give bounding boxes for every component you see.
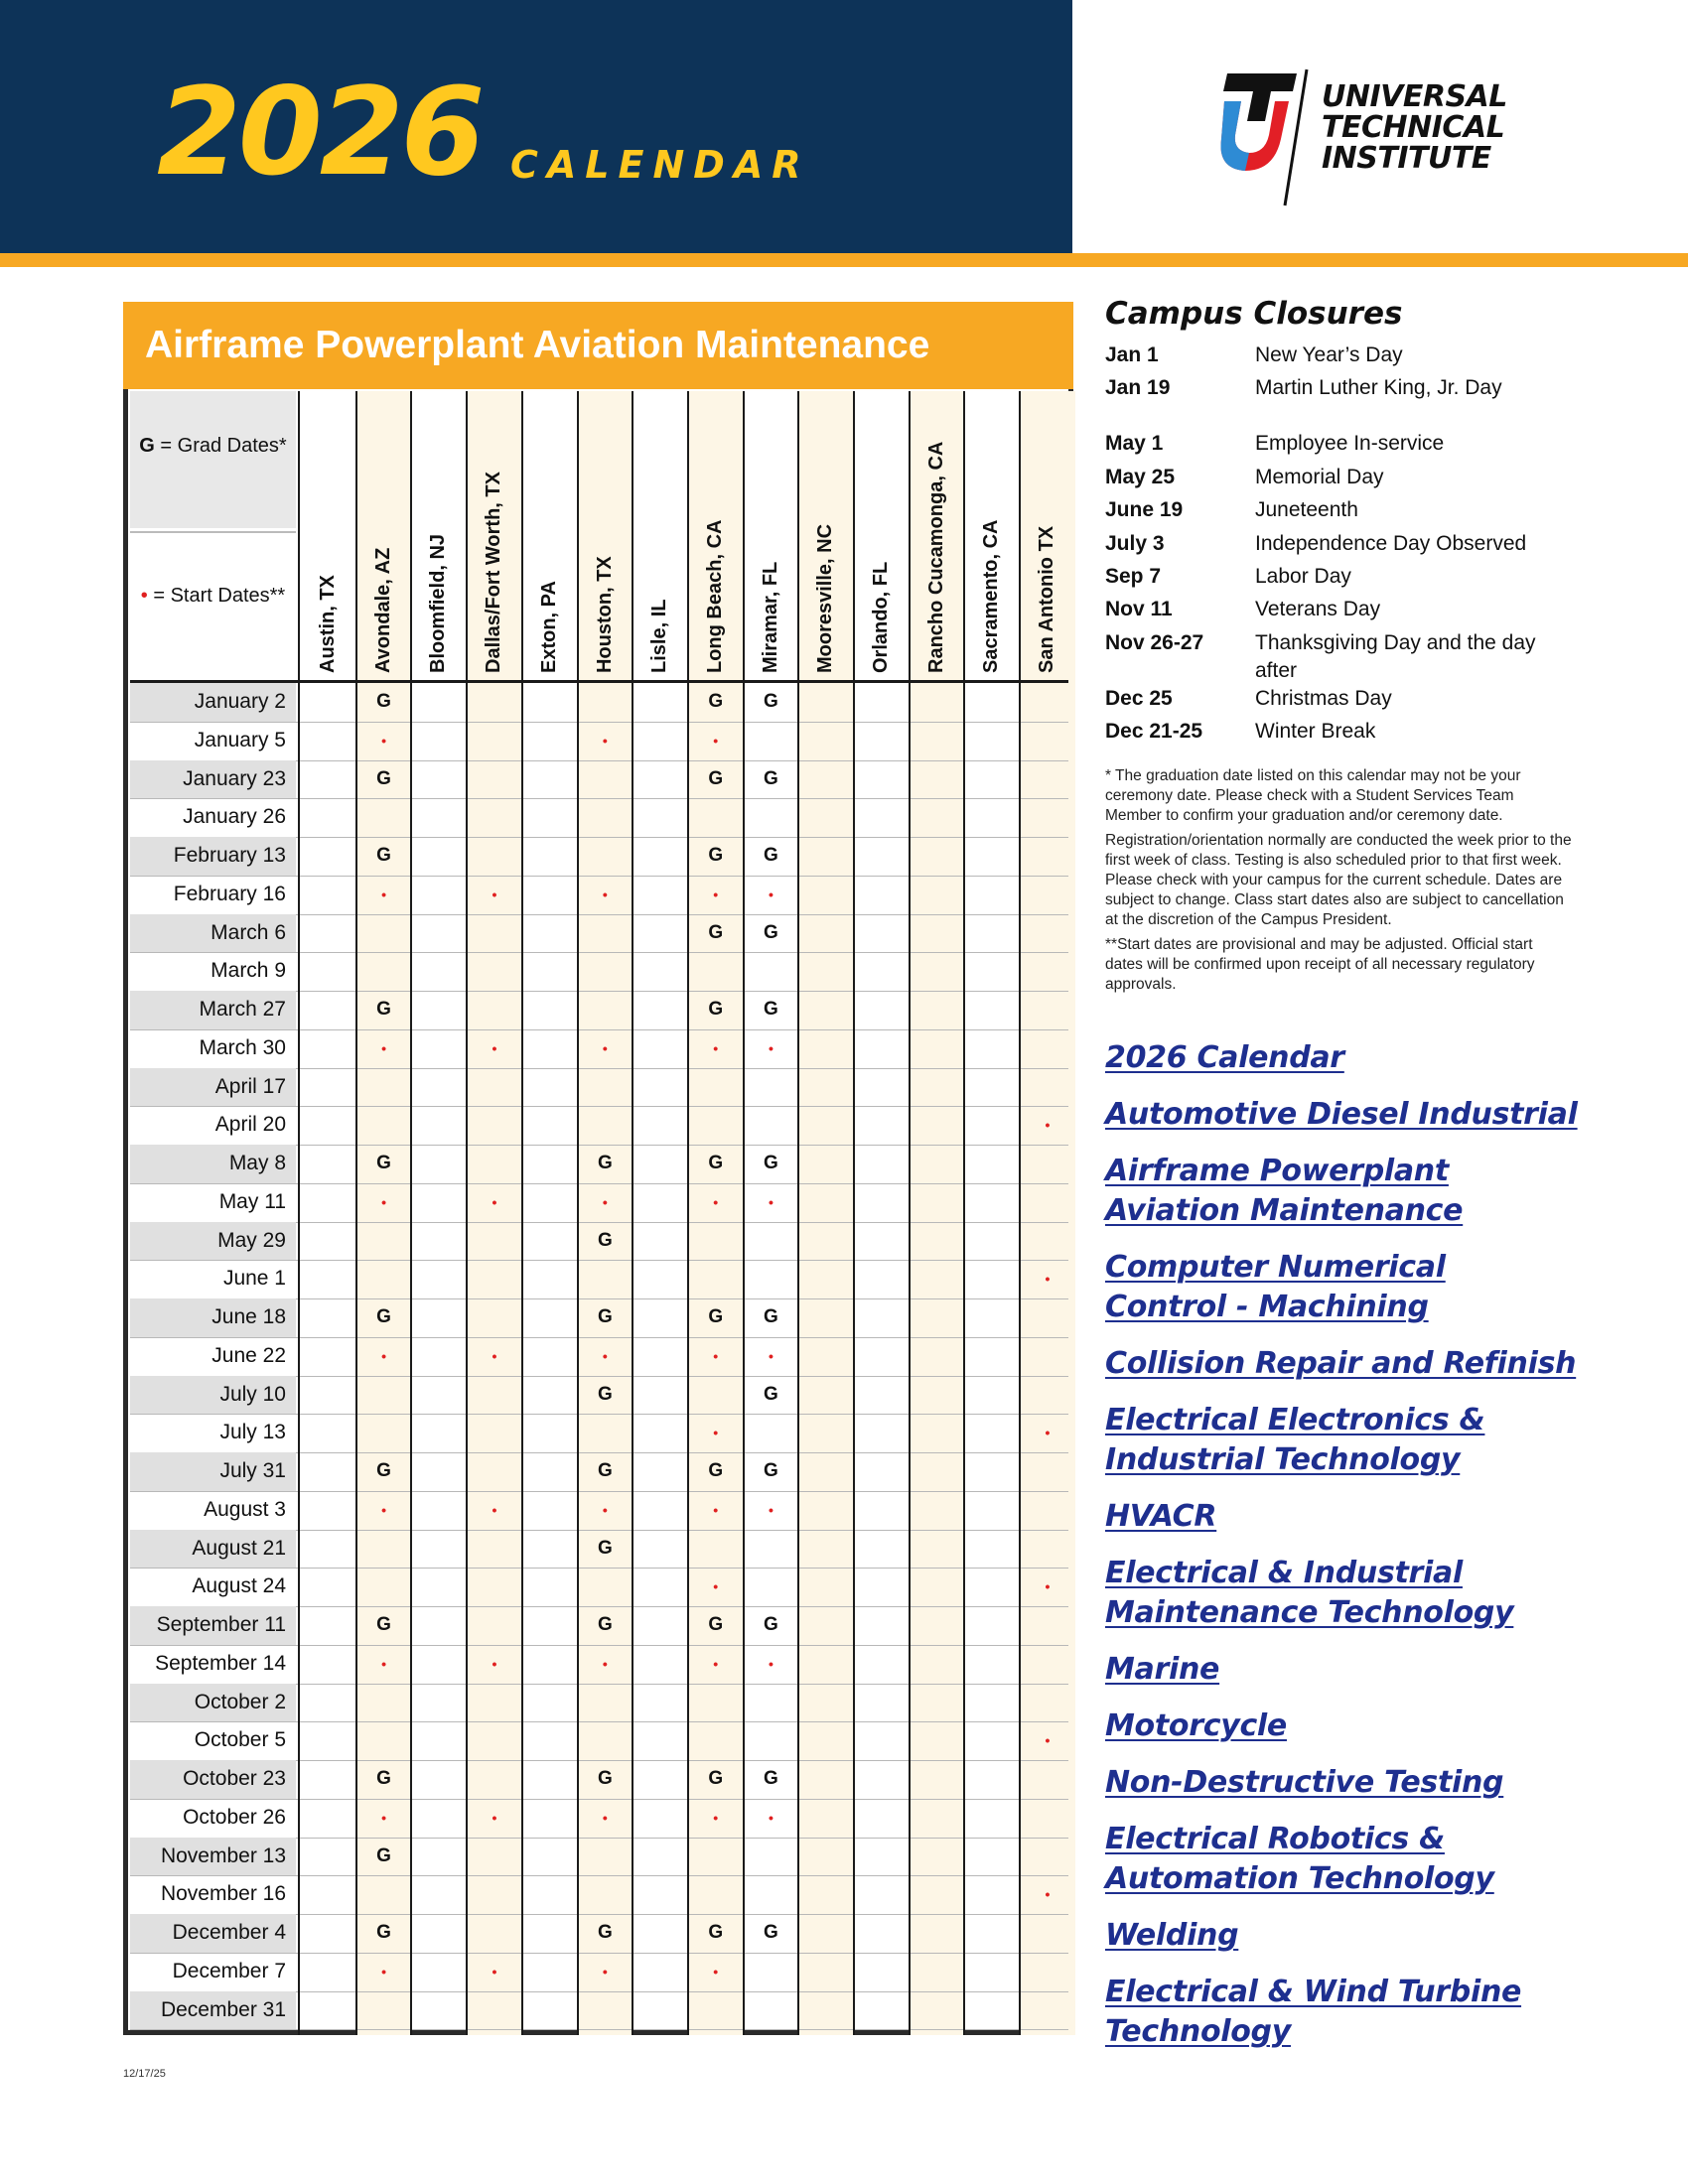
program-link-line: Control - Machining	[1105, 1290, 1429, 1324]
grad-date-mark: G	[597, 1153, 613, 1173]
start-date-mark: •	[492, 1347, 497, 1364]
closure-date: Jan 1	[1105, 343, 1159, 366]
row-date: September 11	[130, 1606, 296, 1645]
row-date: May 8	[130, 1145, 296, 1183]
start-date-mark: •	[602, 732, 608, 749]
row-date: August 24	[192, 1574, 286, 1598]
closure-date: Nov 11	[1105, 598, 1173, 621]
start-date-mark: •	[768, 1193, 774, 1210]
start-date-mark: •	[602, 1501, 608, 1518]
header-divider	[130, 680, 1068, 683]
calendar-word: CALENDAR	[510, 143, 810, 187]
uti-logo	[1219, 62, 1557, 210]
start-date-mark: •	[713, 1193, 719, 1210]
row-date: October 5	[194, 1728, 286, 1752]
grad-date-mark: G	[597, 1537, 613, 1559]
program-link[interactable]	[1105, 1152, 1661, 1231]
program-link-line: Aviation Maintenance	[1105, 1193, 1464, 1228]
row-date: October 2	[130, 1684, 296, 1722]
start-date-mark: •	[713, 886, 719, 902]
grad-date-mark: G	[376, 691, 391, 712]
program-link-line: Collision Repair and Refinish	[1105, 1346, 1577, 1381]
program-link[interactable]	[1105, 1916, 1661, 1956]
start-date-mark: •	[602, 1655, 608, 1672]
start-date-mark: •	[713, 1963, 719, 1979]
logo-line-3: INSTITUTE	[1322, 141, 1491, 176]
start-date-mark: •	[492, 1039, 497, 1056]
closure-name: Martin Luther King, Jr. Day	[1255, 376, 1502, 400]
start-date-mark: •	[713, 1347, 719, 1364]
grad-date-mark: G	[376, 845, 391, 866]
logo-line-2: TECHNICAL	[1322, 110, 1505, 145]
closure-date: May 25	[1105, 465, 1176, 488]
start-date-mark: •	[768, 1039, 774, 1056]
grad-date-mark: G	[376, 999, 391, 1020]
grad-date-mark: G	[376, 1306, 391, 1327]
program-link-line: Computer Numerical	[1105, 1250, 1446, 1285]
program-link-line: Motorcycle	[1105, 1708, 1287, 1743]
closure-name: Christmas Day	[1255, 686, 1392, 710]
campus-header-label: Houston, TX	[593, 556, 616, 673]
closure-date: Nov 26-27	[1105, 630, 1204, 654]
closure-date: May 1	[1105, 432, 1164, 456]
program-link[interactable]	[1105, 1344, 1661, 1384]
campus-header-label: Long Beach, CA	[703, 519, 726, 673]
grad-date-mark: G	[597, 1306, 613, 1327]
start-date-mark: •	[602, 1347, 608, 1364]
start-date-mark: •	[768, 1347, 774, 1364]
program-link-line: Industrial Technology	[1105, 1442, 1461, 1477]
grad-date-mark: G	[597, 1922, 613, 1943]
legend-start-text: = Start Dates**	[147, 585, 286, 607]
campus-header-label: San Antonio TX	[1036, 525, 1058, 673]
program-title: Airframe Powerplant Aviation Maintenance	[123, 302, 1073, 389]
campus-header	[1020, 391, 1075, 679]
grad-date-mark: G	[764, 1922, 778, 1943]
start-date-mark: •	[602, 1963, 608, 1979]
row-date: March 6	[130, 914, 296, 953]
start-date-mark: •	[713, 1425, 719, 1441]
row-date: September 14	[155, 1651, 286, 1675]
start-date-mark: •	[381, 1655, 386, 1672]
grad-date-mark: G	[708, 1614, 724, 1635]
grad-date-mark: G	[376, 767, 391, 789]
grad-date-mark: G	[764, 921, 778, 943]
footnotes	[1105, 766, 1572, 1000]
program-link-line: Technology	[1105, 2014, 1291, 2049]
start-date-mark: •	[713, 1809, 719, 1826]
start-date-mark: •	[1045, 1578, 1051, 1595]
legend-grad	[130, 391, 296, 528]
uti-logo-text	[1322, 81, 1507, 174]
start-date-mark: •	[768, 1501, 774, 1518]
start-date-mark: •	[602, 1809, 608, 1826]
start-date-mark: •	[492, 886, 497, 902]
row-date: June 1	[222, 1267, 286, 1291]
row-date: April 17	[130, 1068, 296, 1107]
grad-date-mark: G	[764, 1306, 778, 1327]
row-date: March 9	[211, 959, 286, 983]
campus-header-label: Austin, TX	[317, 575, 339, 673]
closure-name: Memorial Day	[1255, 465, 1384, 488]
start-date-mark: •	[768, 1809, 774, 1826]
program-link-line: Electrical Robotics &	[1105, 1822, 1445, 1856]
campus-header	[356, 391, 412, 679]
footnote-grad: * The graduation date listed on this calendar may not be your ceremony date. Please check with a Student Services Team Member to confirm your graduation and/or ceremony date.	[1105, 767, 1521, 824]
grad-date-mark: G	[597, 1614, 613, 1635]
grad-date-mark: G	[376, 1460, 391, 1481]
closure-name: New Year’s Day	[1255, 343, 1403, 366]
legend-start	[130, 531, 296, 680]
program-link[interactable]	[1105, 1554, 1661, 1633]
row-date: February 13	[130, 837, 296, 876]
program-link-line: Marine	[1105, 1652, 1220, 1687]
closure-name: Independence Day Observed	[1255, 531, 1527, 555]
grad-date-mark: G	[764, 767, 778, 789]
row-date: May 29	[130, 1222, 296, 1261]
program-link-line: 2026 Calendar	[1105, 1040, 1344, 1075]
campus-header	[744, 391, 799, 679]
campus-header-label: Rancho Cucamonga, CA	[924, 441, 947, 673]
grad-date-mark: G	[376, 1922, 391, 1943]
campus-header-label: Lisle, IL	[648, 599, 671, 673]
row-date: April 20	[214, 1113, 286, 1137]
program-link-line: Electrical & Wind Turbine	[1105, 1975, 1522, 2009]
row-divider	[130, 2029, 1068, 2030]
program-link-line: Automation Technology	[1105, 1861, 1494, 1896]
program-link-line: Welding	[1105, 1918, 1239, 1953]
start-date-mark: •	[1045, 1886, 1051, 1903]
grad-date-mark: G	[708, 845, 724, 866]
grad-date-mark: G	[764, 1614, 778, 1635]
grad-date-mark: G	[764, 691, 778, 712]
closure-name: Employee In-service	[1255, 432, 1445, 456]
logo-line-1: UNIVERSAL	[1322, 79, 1507, 114]
grad-date-mark: G	[708, 1153, 724, 1173]
row-date: December 31	[130, 1991, 296, 2030]
closure-date: Jan 19	[1105, 376, 1171, 400]
row-date: January 23	[130, 760, 296, 799]
grad-date-mark: G	[376, 1844, 391, 1866]
grad-date-mark: G	[764, 1153, 778, 1173]
uti-logo-icon	[1219, 62, 1319, 210]
start-date-mark: •	[713, 732, 719, 749]
grad-date-mark: G	[376, 1614, 391, 1635]
row-date: May 11	[218, 1189, 286, 1213]
grad-date-mark: G	[764, 845, 778, 866]
closure-date: July 3	[1105, 531, 1165, 555]
campus-header	[467, 391, 522, 679]
campus-header-label: Bloomfield, NJ	[427, 533, 450, 673]
start-date-mark: •	[492, 1809, 497, 1826]
grad-date-mark: G	[764, 1768, 778, 1789]
campus-header	[910, 391, 965, 679]
grad-date-mark: G	[597, 1768, 613, 1789]
campus-closures-title: Campus Closures	[1105, 296, 1403, 332]
program-link-line: Non-Destructive Testing	[1105, 1765, 1504, 1800]
campus-header	[301, 391, 356, 679]
campus-header	[633, 391, 688, 679]
start-date-mark: •	[381, 732, 386, 749]
grad-date-mark: G	[764, 999, 778, 1020]
row-date: January 2	[130, 683, 296, 722]
closure-date: Dec 25	[1105, 686, 1173, 710]
grad-date-mark: G	[708, 691, 724, 712]
start-date-mark: •	[381, 1193, 386, 1210]
closure-name: Thanksgiving Day and the day after	[1255, 630, 1536, 682]
closure-name: Winter Break	[1255, 720, 1376, 744]
row-date: August 3	[204, 1497, 286, 1521]
program-link[interactable]	[1105, 1763, 1661, 1803]
closure-name: Veterans Day	[1255, 598, 1381, 621]
legend-start-key: •	[140, 585, 148, 607]
start-date-mark: •	[381, 886, 386, 902]
footnote-start: **Start dates are provisional and may be adjusted. Official start dates will be confirmed upon receipt of all necessary regulatory approvals.	[1105, 936, 1535, 993]
start-date-mark: •	[492, 1501, 497, 1518]
start-date-mark: •	[1045, 1425, 1051, 1441]
campus-header-label: Mooresville, NC	[814, 523, 837, 673]
campus-header	[964, 391, 1020, 679]
column-divider	[298, 391, 300, 2035]
header-stripe	[0, 253, 1688, 267]
program-link[interactable]	[1105, 1706, 1661, 1746]
row-date: June 22	[211, 1343, 286, 1367]
grad-date-mark: G	[376, 1153, 391, 1173]
start-date-mark: •	[768, 1655, 774, 1672]
campus-header-label: Exton, PA	[537, 581, 560, 673]
program-link[interactable]	[1105, 1095, 1661, 1135]
start-date-mark: •	[602, 1193, 608, 1210]
program-link-line: Maintenance Technology	[1105, 1595, 1514, 1630]
grad-date-mark: G	[708, 767, 724, 789]
start-date-mark: •	[381, 1809, 386, 1826]
row-date: July 31	[130, 1452, 296, 1491]
row-date: July 10	[130, 1376, 296, 1415]
row-date: January 26	[183, 805, 286, 829]
row-date: October 23	[130, 1760, 296, 1799]
grad-date-mark: G	[708, 1922, 724, 1943]
start-date-mark: •	[1045, 1271, 1051, 1288]
start-date-mark: •	[602, 1039, 608, 1056]
row-date: March 30	[199, 1035, 286, 1059]
start-date-mark: •	[713, 1501, 719, 1518]
start-date-mark: •	[381, 1347, 386, 1364]
program-link-line: Electrical & Industrial	[1105, 1556, 1463, 1590]
grad-date-mark: G	[708, 999, 724, 1020]
start-date-mark: •	[492, 1193, 497, 1210]
campus-header	[798, 391, 854, 679]
program-link[interactable]	[1105, 1401, 1661, 1480]
program-links	[1105, 1038, 1661, 2069]
program-link[interactable]	[1105, 1650, 1661, 1690]
campus-header-label: Sacramento, CA	[980, 519, 1003, 673]
program-link-line: Airframe Powerplant	[1105, 1154, 1449, 1188]
row-date: December 4	[130, 1914, 296, 1953]
legend-grad-key: G	[139, 435, 155, 457]
row-date: October 26	[183, 1805, 286, 1829]
footnote-registration: Registration/orientation normally are conducted the week prior to the first week of class. Testing is also scheduled prior to that first week. Please check with your campus for the current schedule. Dates are subject to change. Class start dates also are subject to cancellation at the discretion of the Campus President.	[1105, 832, 1572, 928]
program-link[interactable]	[1105, 1248, 1661, 1327]
row-date: November 16	[160, 1882, 286, 1906]
start-date-mark: •	[492, 1963, 497, 1979]
campus-header-label: Avondale, AZ	[371, 547, 394, 673]
grad-date-mark: G	[708, 1306, 724, 1327]
row-date: February 16	[173, 882, 286, 905]
start-date-mark: •	[381, 1039, 386, 1056]
grad-date-mark: G	[764, 1460, 778, 1481]
grad-date-mark: G	[708, 1460, 724, 1481]
row-date: July 13	[219, 1421, 286, 1444]
campus-header	[854, 391, 910, 679]
row-date: December 7	[172, 1959, 286, 1982]
legend-grad-text: = Grad Dates*	[154, 435, 287, 457]
campus-header	[688, 391, 744, 679]
start-date-mark: •	[602, 886, 608, 902]
program-link-line: HVACR	[1105, 1499, 1217, 1534]
closure-date: Dec 21-25	[1105, 720, 1203, 744]
start-date-mark: •	[713, 1039, 719, 1056]
grad-date-mark: G	[597, 1229, 613, 1251]
start-date-mark: •	[381, 1963, 386, 1979]
revision-date: 12/17/25	[123, 2068, 166, 2080]
program-link-line: Electrical Electronics &	[1105, 1403, 1485, 1437]
campus-header	[522, 391, 578, 679]
campus-header-label: Orlando, FL	[870, 561, 892, 673]
start-date-mark: •	[492, 1655, 497, 1672]
program-link[interactable]	[1105, 1497, 1661, 1537]
closure-name: Juneteenth	[1255, 498, 1358, 522]
grad-date-mark: G	[597, 1460, 613, 1481]
campus-header-label: Miramar, FL	[759, 561, 781, 673]
calendar-year: 2026	[157, 62, 483, 203]
start-date-mark: •	[713, 1655, 719, 1672]
program-link[interactable]	[1105, 1820, 1661, 1899]
grad-date-mark: G	[764, 1383, 778, 1405]
start-date-mark: •	[381, 1501, 386, 1518]
row-date: March 27	[130, 991, 296, 1029]
closure-date: June 19	[1105, 498, 1184, 522]
program-link-line: Automotive Diesel Industrial	[1105, 1097, 1578, 1132]
program-link[interactable]	[1105, 1973, 1661, 2052]
grad-date-mark: G	[597, 1383, 613, 1405]
grad-date-mark: G	[708, 1768, 724, 1789]
row-date: November 13	[130, 1838, 296, 1876]
start-date-mark: •	[768, 886, 774, 902]
grad-date-mark: G	[708, 921, 724, 943]
campus-header	[578, 391, 633, 679]
row-date: January 5	[194, 728, 286, 751]
campus-header	[411, 391, 467, 679]
grad-date-mark: G	[376, 1768, 391, 1789]
closure-date: Sep 7	[1105, 565, 1162, 588]
start-date-mark: •	[1045, 1732, 1051, 1749]
campus-header-label: Dallas/Fort Worth, TX	[483, 472, 505, 673]
start-date-mark: •	[1045, 1117, 1051, 1134]
program-link[interactable]	[1105, 1038, 1661, 1078]
start-date-mark: •	[713, 1578, 719, 1595]
row-date: August 21	[130, 1530, 296, 1569]
closure-name: Labor Day	[1255, 565, 1351, 588]
row-date: June 18	[130, 1298, 296, 1337]
